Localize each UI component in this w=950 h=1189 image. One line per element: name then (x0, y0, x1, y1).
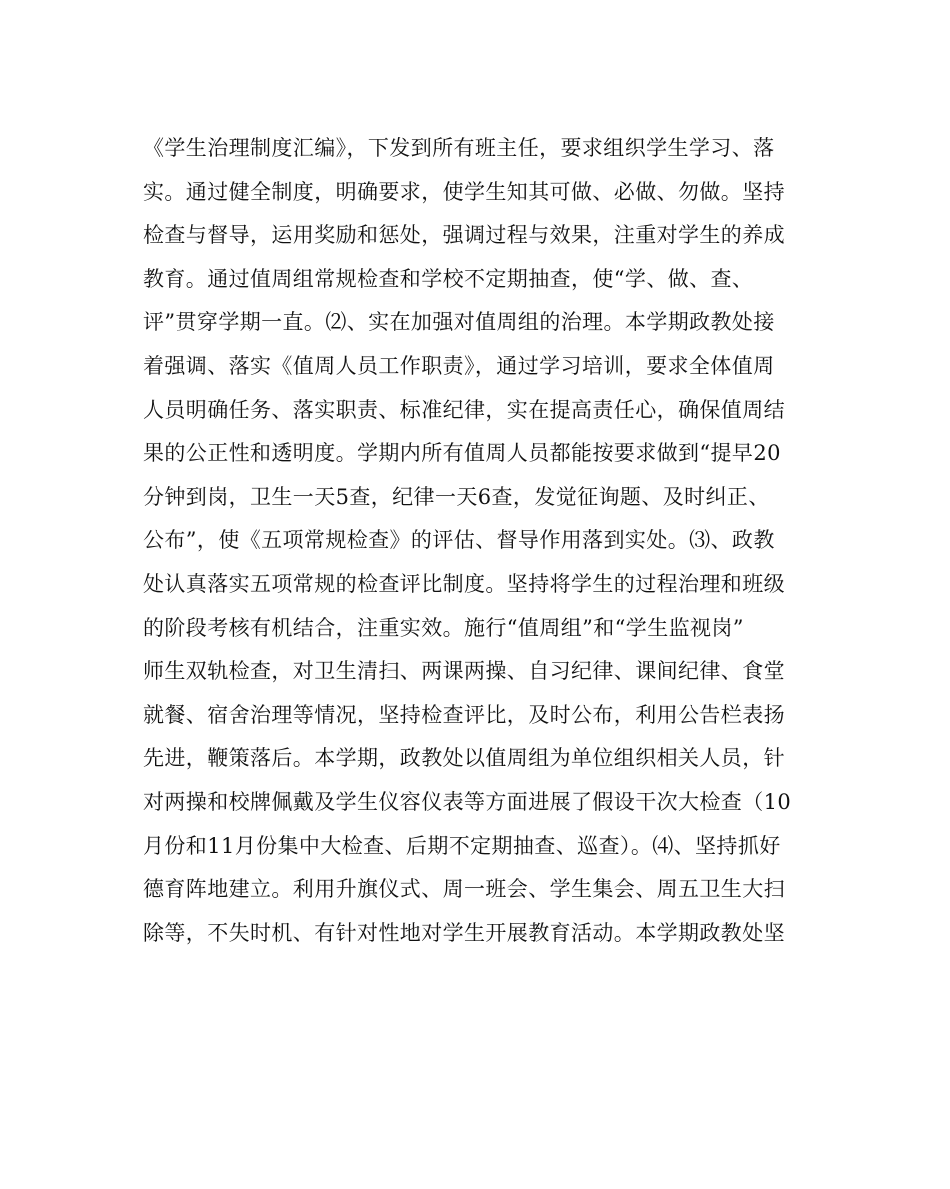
text-line: 果的公正性和透明度。学期内所有值周人员都能按要求做到“提早20 (143, 441, 781, 466)
text-line: 月份和11月份集中大检查、后期不定期抽查、巡查）。⑷、坚持抓好 (143, 833, 781, 858)
text-line: 教育。通过值周组常规检查和学校不定期抽查，使“学、做、查、 (143, 266, 754, 291)
text-line: 公布”，使《五项常规检查》的评估、督导作用落到实处。⑶、政教 (143, 528, 775, 553)
text-line: 就餐、宿舍治理等情况，坚持检查评比，及时公布，利用公告栏表扬 (143, 702, 785, 727)
text-line: 着强调、落实《值周人员工作职责》，通过学习培训，要求全体值周 (143, 353, 775, 378)
text-line: 检查与督导，运用奖励和惩处，强调过程与效果，注重对学生的养成 (143, 223, 785, 248)
text-line: 除等，不失时机、有针对性地对学生开展教育活动。本学期政教处坚 (143, 920, 785, 945)
text-line: 评”贯穿学期一直。⑵、实在加强对值周组的治理。本学期政教处接 (143, 310, 775, 335)
text-line: 实。通过健全制度，明确要求，使学生知其可做、必做、勿做。坚持 (143, 179, 785, 204)
text-line: 《学生治理制度汇编》，下发到所有班主任，要求组织学生学习、落 (143, 136, 775, 160)
text-line: 的阶段考核有机结合，注重实效。施行“值周组”和“学生监视岗” (143, 615, 744, 640)
text-line: 先进，鞭策落后。本学期，政教处以值周组为单位组织相关人员，针 (143, 746, 785, 771)
text-line: 德育阵地建立。利用升旗仪式、周一班会、学生集会、周五卫生大扫 (143, 877, 785, 902)
text-line: 师生双轨检查，对卫生清扫、两课两操、自习纪律、课间纪律、食堂 (143, 659, 785, 684)
text-line: 处认真落实五项常规的检查评比制度。坚持将学生的过程治理和班级 (143, 571, 785, 596)
text-line: 分钟到岗，卫生一天5查，纪律一天6查，发觉征询题、及时纠正、 (143, 484, 770, 509)
text-line: 人员明确任务、落实职责、标准纪律，实在提高责任心，确保值周结 (143, 397, 785, 422)
text-line: 对两操和校牌佩戴及学生仪容仪表等方面进展了假设干次大检查（10 (143, 789, 792, 814)
document-body (143, 127, 823, 955)
